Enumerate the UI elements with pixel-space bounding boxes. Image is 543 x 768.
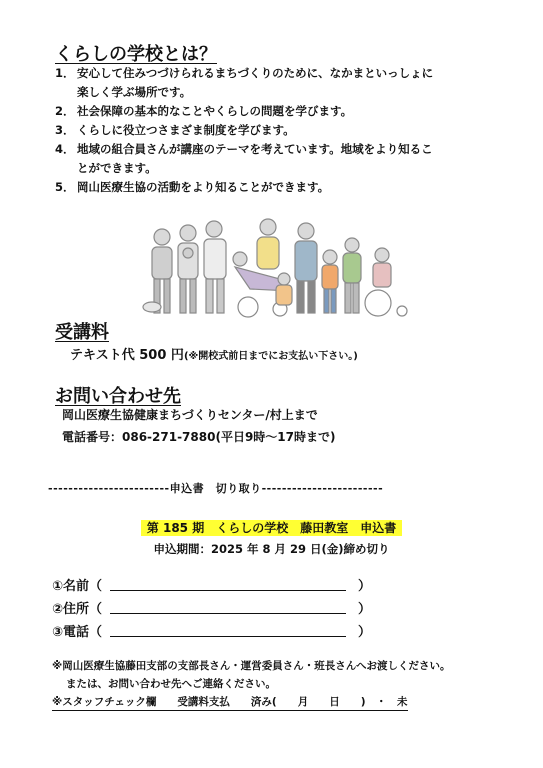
phone-field[interactable]: ③電話（ ）: [52, 621, 371, 640]
name-label: ①名前（: [52, 579, 103, 594]
contact-heading: お問い合わせ先: [55, 386, 181, 407]
school-heading: くらしの学校とは？: [55, 44, 217, 65]
name-blank[interactable]: [110, 578, 346, 591]
address-blank[interactable]: [110, 601, 346, 614]
point-item: 5． 岡山医療生協の活動をより知ることができます。: [55, 180, 330, 194]
delivery-note: ※岡山医療生協藤田支部の支部長さん・運営委員さん・班長さんへお渡しください。: [52, 660, 451, 672]
contact-phone: 電話番号：086-271-7880(平日9時～17時まで): [62, 430, 336, 444]
phone-label: ③電話（: [52, 625, 103, 640]
fee-line: [70, 344, 358, 363]
staff-check: ※スタッフチェック欄 受講料支払 済み( 月 日 ) ・ 未: [52, 694, 408, 711]
address-field[interactable]: ②住所（ ）: [52, 598, 371, 617]
name-field[interactable]: ①名前（ ）: [52, 575, 371, 594]
cut-line-left: ------------------------: [48, 482, 170, 495]
cut-line: [48, 480, 383, 496]
people-illustration: [140, 215, 410, 320]
form-period: 申込期間：2025 年 8 月 29 日(金)締め切り: [153, 542, 390, 556]
phone-blank[interactable]: [110, 624, 346, 637]
form-title: 第 185 期 くらしの学校 藤田教室 申込書: [141, 520, 402, 536]
point-item: 2． 社会保障の基本的なことやくらしの問題を学びます。: [55, 104, 353, 118]
points-list: [55, 64, 495, 197]
contact-note: または、お問い合わせ先へご連絡ください。: [66, 678, 276, 690]
contact-org: 岡山医療生協健康まちづくりセンター/村上まで: [62, 408, 318, 422]
fee-amount: テキスト代 500 円: [70, 348, 184, 363]
address-label: ②住所（: [52, 602, 103, 617]
form-title-wrap: [0, 517, 543, 536]
fee-heading: 受講料: [55, 322, 109, 343]
fee-note: (※開校式前日までにお支払い下さい。): [183, 351, 358, 362]
point-item: 4． 地域の組合員さんが講座のテーマを考えています。地域をより知るこ とができます。: [55, 142, 433, 175]
cut-line-right: ------------------------: [261, 482, 384, 495]
point-item: 3． くらしに役立つさまざま制度を学びます。: [55, 123, 295, 137]
point-item: 1． 安心して住みつづけられるまちづくりのために、なかまといっしょに 楽しく学ぶ場所です。: [55, 66, 434, 99]
cut-line-label: 申込書 切り取り: [169, 482, 262, 495]
